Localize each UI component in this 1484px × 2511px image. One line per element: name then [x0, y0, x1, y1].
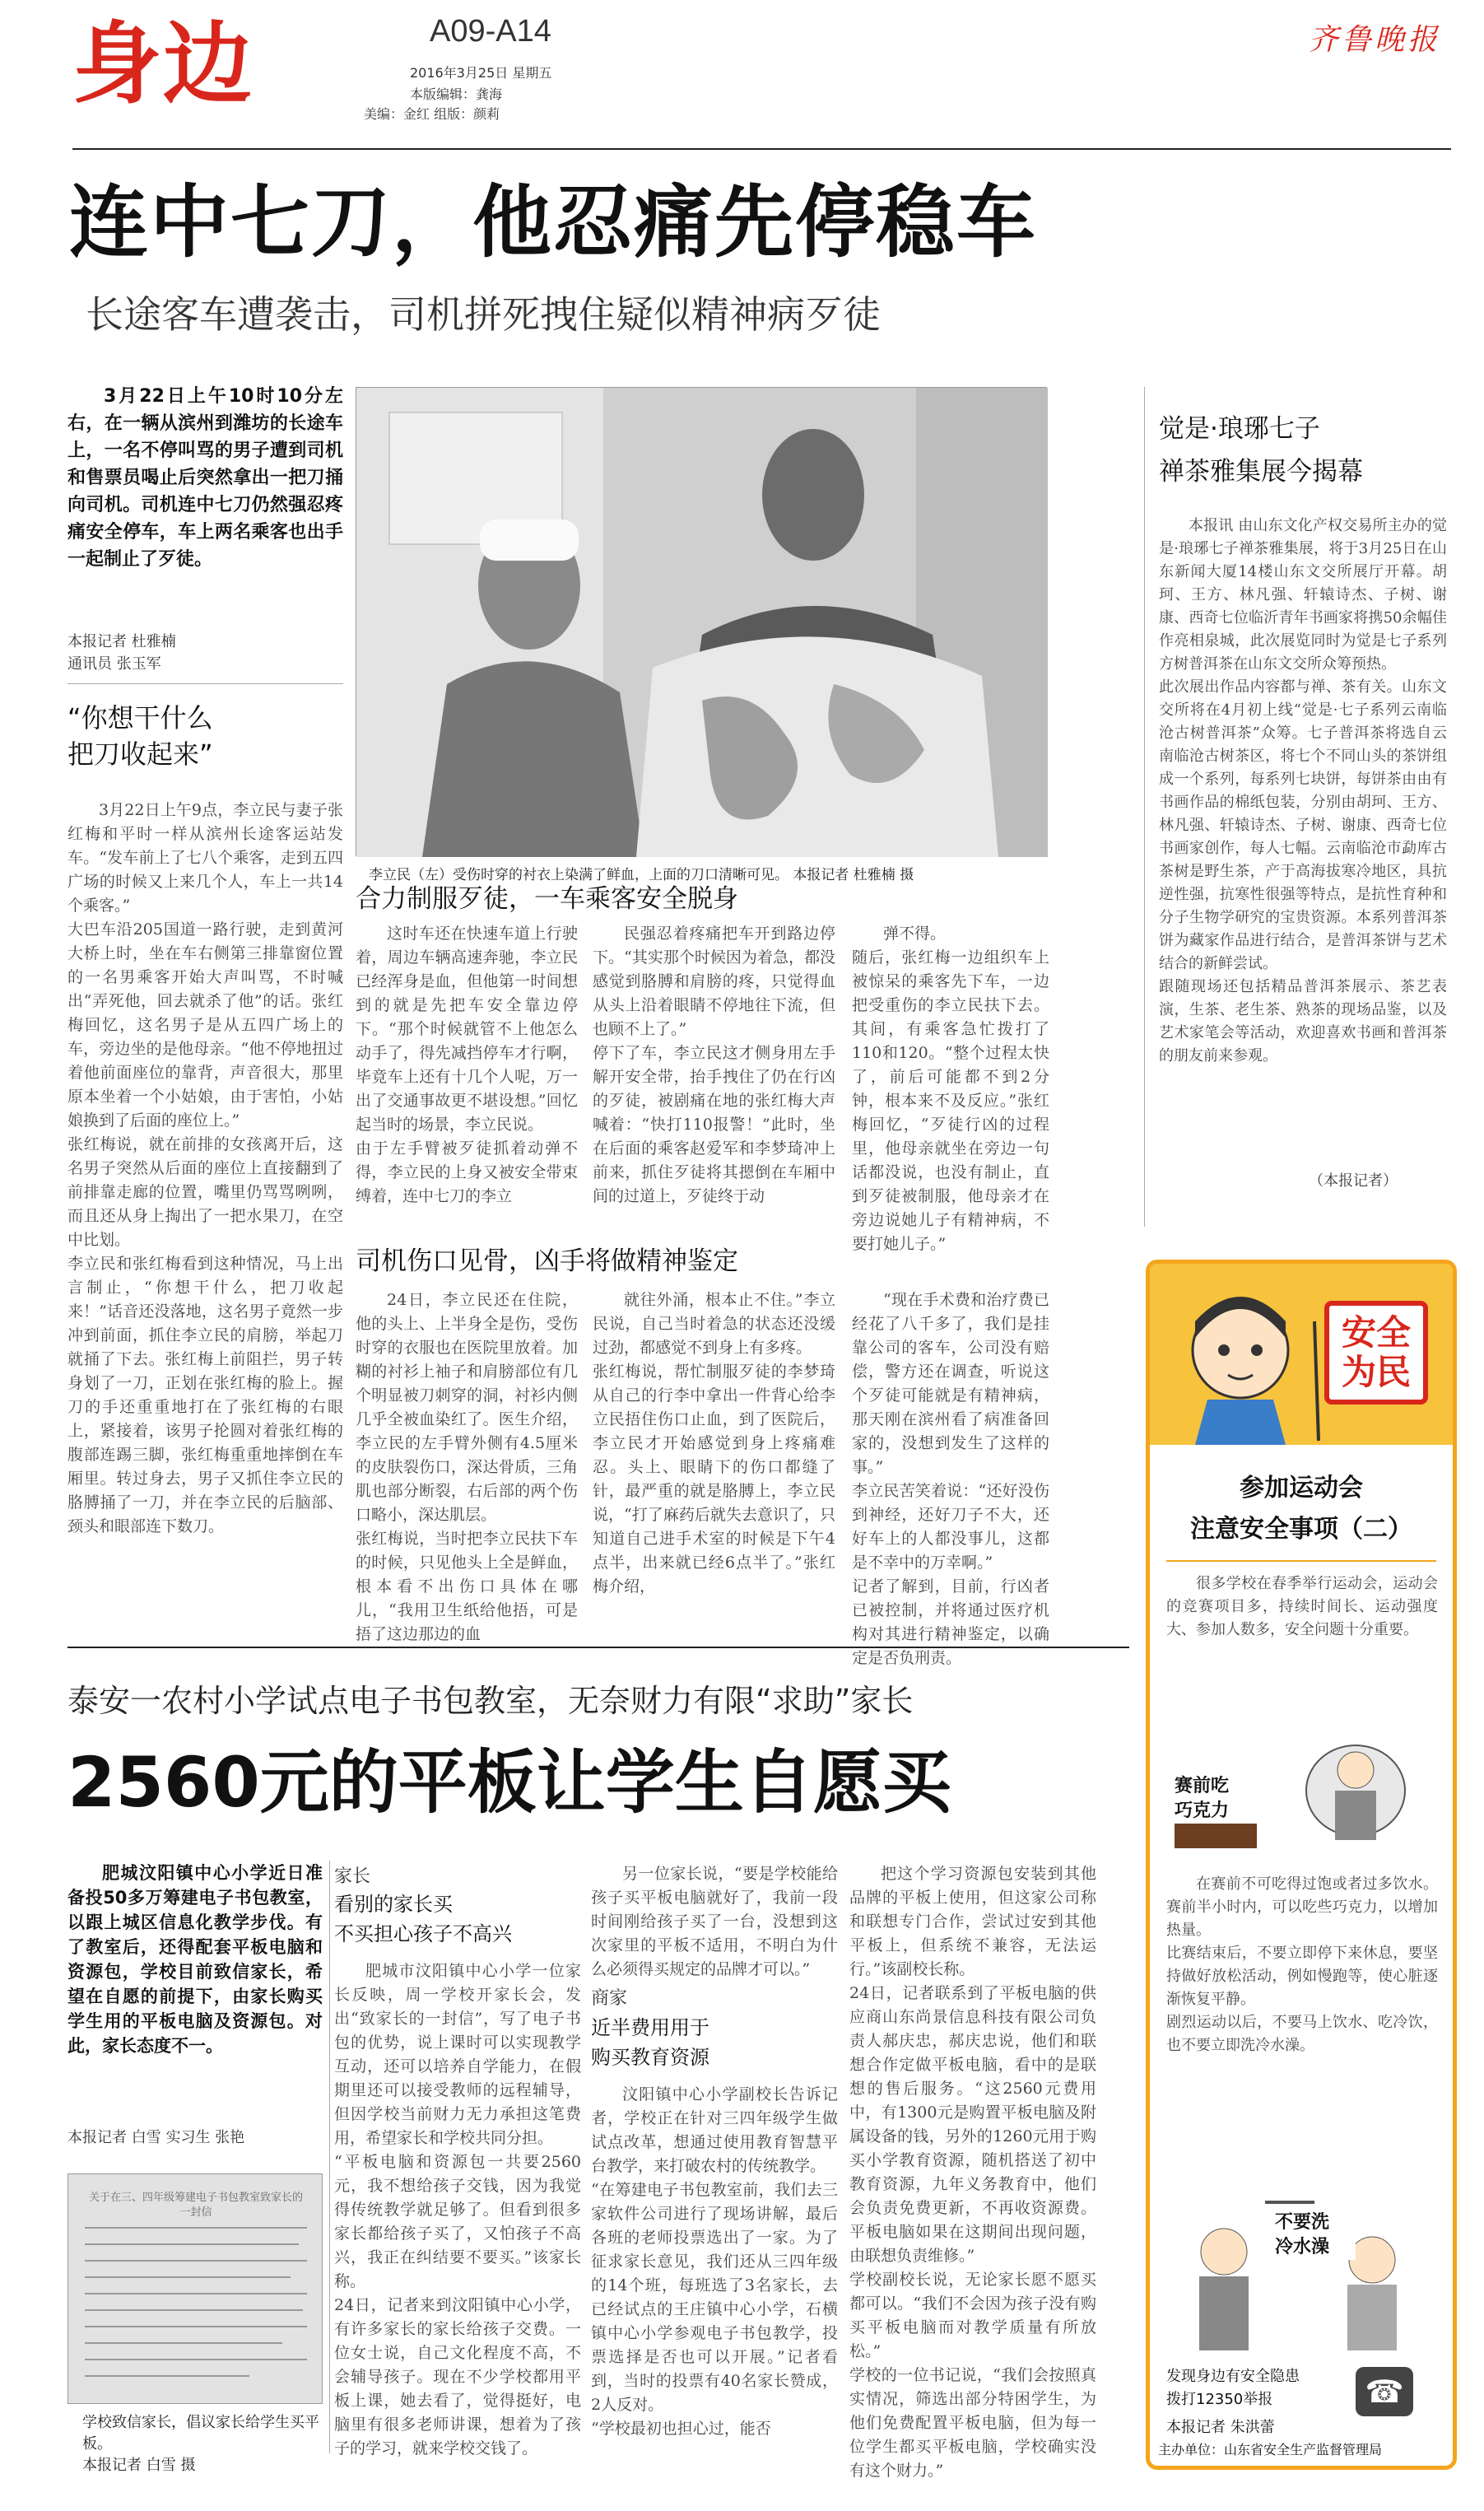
photo-illustration [356, 388, 1048, 857]
second-body-column-1: 肥城市汶阳镇中心小学一位家长反映，周一学校开家长会，发出“致家长的一封信”，写了电子书包的优势，说上课时可以实现教学互动，还可以培养自学能力，在假期里还可以接受教师的远程辅导，但因学校当前财力无力承担这笔费用，希望家长和学校共同分担。 “平板电脑和资源包一共要2560元，我不想给孩子交钱，因为我觉得传统教学就足够了。但看到很多家长都给孩子买了，又怕孩子不高兴，我正在纠结要不要买。”该家长称。 24日，记者来到汶阳镇中心小学，有许多家长的家长给孩子交费。一位女士说，自己文化程度不高，不会辅导孩子。现在不少学校都用平板上课，她去看了，觉得挺好，电脑里有很多老师讲课，想着为了孩子的学习，就来学校交钱了。 [334, 1962, 581, 2457]
second-kicker: 泰安一农村小学试点电子书包教室，无奈财力有限“求助”家长 [67, 1683, 914, 1719]
safety-reporter: 本报记者 朱洪蕾 [1166, 2419, 1275, 2436]
safety-sponsor: 主办单位：山东省安全生产监督管理局 [1158, 2442, 1383, 2457]
masthead [72, 12, 336, 119]
lead-body-column-1: 3月22日上午9点，李立民与妻子张红梅和平时一样从滨州长途客运站发车。“发车前上了七八个乘客，走到五四广场的时候又上来几个人，车上一共14个乘客。” 大巴车沿205国道一路行驶，走到黄河大桥上时，坐在车右侧第三排靠窗位置的一名男乘客开始大声叫骂，不时喊出“弄死他，回去就杀了他”的话。张红梅回忆，这名男子是从五四广场上的车，旁边坐的是他母亲。“他不停地扭过着他前面座位的靠背，声音很大，那里原本坐着一个小姑娘，由于害怕，小姑娘换到了后面的座位上。” 张红梅说，就在前排的女孩离开后，这名男子突然从后面的座位上直接翻到了前排靠走廊的位置，嘴里仍骂骂咧咧，而且还从身上掏出了一把水果刀，在空中比划。 李立民和张红梅看到这种情况，马上出言制止，“你想干什么，把刀收起来！”话音还没落地，这名男子竟然一步冲到前面，抓住李立民的肩膀，举起刀就捅了下去。张红梅上前阻拦，男子转身划了一刀，正划在张红梅的脸上。握刀的手还重重地打在了张红梅的右眼上，紧接着，该男子抡圆对着张红梅的腹部连踢三脚，张红梅重重地摔倒在车厢里。转过身去，男子又抓住李立民的胳膊捅了一刀，并在李立民的后脑部、颈头和眼部连下数刀。 [67, 801, 343, 1535]
letter-caption: 学校致信家长，倡议家长给学生买平板。 本报记者 白雪 摄 [82, 2414, 319, 2474]
lead-headline: 连中七刀，他忍痛先停稳车 [69, 176, 1037, 268]
safety-title: 参加运动会 注意安全事项（二） [1190, 1474, 1412, 1544]
tag-merchant: 商家 [591, 1988, 628, 2009]
lead-body-column-2a: 这时车还在快速车道上行驶着，周边车辆高速奔驰，李立民已经浑身是血，但他第一时间想到的就是先把车安全靠边停下。“那个时候就管不上他怎么动手了，得先减挡停车才行啊，毕竟车上还有十几个人呢，万一出了交通事故更不堪设想。”回忆起当时的场景，李立民说。 由于左手臂被歹徒抓着动弹不得，李立民的上身又被安全带束缚着，连中七刀的李立 [356, 925, 578, 1205]
page-editor: 本版编辑：龚海 [410, 86, 503, 102]
lead-subhead: 长途客车遭袭击，司机拼死拽住疑似精神病歹徒 [86, 292, 881, 337]
safety-badge: 安全为民 [1341, 1312, 1411, 1392]
safety-intro: 很多学校在春季举行运动会，运动会的竞赛项目多，持续时间长、运动强度大、参加人数多，安全问题十分重要。 [1166, 1575, 1438, 1638]
subhead-wounds: 司机伤口见骨，凶手将做精神鉴定 [356, 1246, 738, 1276]
lead-body-column-3b: 就往外涌，根本止不住。”李立民说，自己当时着急的状态还没缓过劲，都感觉不到身上有多疼。 张红梅说，帮忙制服歹徒的李梦琦从自己的行李中拿出一件背心给李立民捂住伤口止血，到了医院后，李立民才开始感觉到身上疼痛难忍。头上、眼睛下的伤口都缝了针，最严重的就是胳膊上，李立民说，“打了麻药后就失去意识了，只知道自己进手术室的时候是下午4点半，出来就已经6点半了。”张红梅介绍， [593, 1291, 835, 1596]
safety-title-rule [1166, 1560, 1436, 1562]
lead-body-column-3a: 24日，李立民还在住院，他的头上、上半身全是伤，受伤时穿的衣服也在医院里放着。加糊的衬衫上袖子和肩膀部位有几个明显被刀刺穿的洞，衬衫内侧几乎全被血染红了。医生介绍，李立民的左手臂外侧有4.5厘米的皮肤裂伤口，深达骨质，三角肌也部分断裂，右后部的两个伤口略小，深达肌层。 张红梅说，当时把李立民扶下车的时候，只见他头上全是鲜血，根本看不出伤口具体在哪儿，“我用卫生纸给他捂，可是捂了这边那边的血 [356, 1291, 578, 1643]
safety-hotline: 发现身边有安全隐患 拨打12350举报 [1166, 2368, 1300, 2408]
page-design: 美编：金红 组版：颜莉 [364, 106, 500, 122]
letter-photo [67, 2173, 323, 2404]
shower-label: 不要洗 冷水澡 [1249, 2211, 1356, 2260]
lead-byline-correspondent: 通讯员 张玉军 [67, 655, 161, 673]
lead-intro: 3月22日上午10时10分左右，在一辆从滨州到潍坊的长途车上，一名不停叫骂的男子遭到司机和售票员喝止后突然拿出一把刀捅向司机。司机连中七刀仍然强忍疼痛安全停车，车上两名乘客也出手一起制止了歹徒。 [67, 386, 343, 570]
second-body-column-2a: 另一位家长说，“要是学校能给孩子买平板电脑就好了，我前一段时间刚给孩子买了一台，没想到这次家里的平板不适用，不明白为什么必须得买规定的品牌才可以。” [591, 1865, 838, 1978]
safety-banner [1150, 1264, 1453, 1445]
side-story-title: 觉是·琅琊七子 禅茶雅集展今揭幕 [1159, 414, 1363, 487]
safety-box [1146, 1260, 1457, 2470]
lead-byline-reporter: 本报记者 杜雅楠 [67, 633, 176, 650]
letter-text-lines [85, 2220, 307, 2392]
side-story-credit: （本报记者） [1309, 1172, 1398, 1190]
second-headline: 2560元的平板让学生自愿买 [67, 1742, 951, 1823]
subhead-what-are-you-doing: “你想干什么 把刀收起来” [67, 702, 213, 770]
chocolate-label: 赛前吃 巧克力 [1175, 1774, 1273, 1824]
letter-photo-title: 关于在三、四年级筹建电子书包教室致家长的一封信 [88, 2192, 303, 2219]
second-body-column-3: 把这个学习资源包安装到其他品牌的平板上使用，但这家公司称和联想专门合作，尝试过安到其他平板上，但系统不兼容，无法运行。”该副校长称。 24日，记者联系到了平板电脑的供应商山东尚景信息科技有限公司负责人郝庆忠，郝庆忠说，他们和联想合作定做平板电脑，看中的是联想的售后服务。“这2560元费用中，有1300元是购置平板电脑及附属设备的钱，另外的1260元用于购买小学教育资源，随机搭送了初中教育资源，九年义务教育中，他们会负责免费更新，不再收资源费。平板电脑如果在这期间出现问题，由联想负责维修。” 学校副校长说，无论家长愿不愿买都可以。“我们不会因为孩子没有购买平板电脑而对教学质量有所放松。” 学校的一位书记说，“我们会按照真实情况，筛选出部分特困学生，为他们免费配置平板电脑，但为每一位学生都买平板电脑，学校确实没有这个财力。” [849, 1865, 1096, 2480]
column-divider [1144, 387, 1145, 1227]
photo-caption: 李立民（左）受伤时穿的衬衣上染满了鲜血，上面的刀口清晰可见。 本报记者 杜雅楠 摄 [369, 867, 914, 883]
subhead-subdue-attacker: 合力制服歹徒，一车乘客安全脱身 [356, 884, 738, 914]
header-rule [72, 148, 1451, 150]
lead-body-column-2c: 弹不得。 随后，张红梅一边组织车上被惊呆的乘客先下车，一边把受重伤的李立民扶下去。其间，有乘客急忙拨打了110和120。“整个过程太快了，前后可能都不到2分钟，根本来不及反应。”张红梅回忆，“歹徒行凶的过程里，他母亲就坐在旁边一句话都没说，也没有制止，直到歹徒被制服，他母亲才在旁边说她儿子有精神病，不要打她儿子。” [852, 925, 1049, 1253]
second-intro: 肥城汶阳镇中心小学近日准备投50多万筹建电子书包教室，以跟上城区信息化教学步伐。有了教室后，还得配套平板电脑和资源包，学校目前致信家长，希望在自愿的前提下，由家长购买学生用的平板电脑及资源包。对此，家长态度不一。 [67, 1863, 323, 2056]
safety-tips: 在赛前不可吃得过饱或者过多饮水。赛前半小时内，可以吃些巧克力，以增加热量。 比赛结束后，不要立即停下来休息，要坚持做好放松活动，例如慢跑等，使心脏逐渐恢复平静。 剧烈运动以后，不要马上饮水、吃冷饮，也不要立即洗冷水澡。 [1166, 1875, 1438, 2054]
lead-photo [356, 387, 1047, 856]
side-story-body: 本报讯 由山东文化产权交易所主办的觉是·琅琊七子禅茶雅集展，将于3月25日在山东新闻大厦14楼山东文交所展厅开幕。胡珂、王方、林凡强、轩辕诗杰、子树、谢康、西奇七位临沂青年书画家将携50余幅佳作亮相泉城，此次展览同时为觉是七子系列方树普洱茶在山东文交所众筹预热。 此次展出作品内容都与禅、茶有关。山东文交所将在4月初上线“觉是·七子系列云南临沧古树普洱茶”众筹。七子普洱茶将选自云南临沧古树茶区，将七个不同山头的茶饼组成一个系列，每系列七块饼，每饼茶由由有书画作品的棉纸包装，分别由胡珂、王方、林凡强、轩辕诗杰、子树、谢康、西奇七位书画家创作，每人七幅。云南临沧市勐库古茶树是野生茶，产于高海拔寒冷地区，具抗逆性强，抗寒性很强等特点，是抗性育种和分子生物学研究的宝贵资源。本系列普洱茶饼为藏家作品进行结合，是普洱茶饼与艺术结合的新鲜尝试。 跟随现场还包括精品普洱茶展示、茶艺表演，生茶、老生茶、熟茶的现场品鉴，以及艺术家笔会等活动，欢迎喜欢书画和普洱茶的朋友前来参观。 [1159, 517, 1447, 1064]
page-range: A09-A14 [430, 14, 551, 49]
second-byline: 本报记者 白雪 实习生 张艳 [67, 2129, 245, 2146]
phone-icon: ☎ [1356, 2367, 1413, 2416]
second-body-column-2b: 汶阳镇中心小学副校长告诉记者，学校正在针对三四年级学生做试点改革，想通过使用教育智慧平台教学，来打破农村的传统教学。 “在筹建电子书包教室前，我们去三家软件公司进行了现场讲解，最后各班的老师投票选出了一家。为了征求家长意见，我们还从三四年级的14个班，每班选了3名家长，去已经试点的王庄镇中心小学，石横镇中心小学参观电子书包教学，投票选择是否也可以开展。”记者看到，当时的投票有40名家长赞成，2人反对。 “学校最初也担心过，能否 [591, 2085, 838, 2438]
newspaper-logo: 齐鲁晚报 [1309, 23, 1441, 57]
intro-divider [67, 683, 343, 684]
second-story-rule [67, 1647, 1129, 1648]
subhead-merchant: 近半费用用于 购买教育资源 [591, 2016, 709, 2069]
subhead-parents: 看别的家长买 不买担心孩子不高兴 [334, 1893, 512, 1945]
issue-date: 2016年3月25日 星期五 [410, 65, 552, 81]
lead-body-column-2b: 民强忍着疼痛把车开到路边停下。“其实那个时候因为着急，都没感觉到胳膊和肩膀的疼，只觉得血从头上沿着眼睛不停地往下流，但也顾不上了。” 停下了车，李立民这才侧身用左手解开安全带，抬手拽住了仍在行凶的歹徒，被剧痛在地的张红梅大声喊着：“快打110报警！”此时，坐在后面的乘客赵爱军和李梦琦冲上前来，抓住歹徒将其摁倒在车厢中间的过道上，歹徒终于动 [593, 925, 835, 1205]
tag-parents: 家长 [334, 1866, 371, 1887]
lead-body-column-3c: “现在手术费和治疗费已经花了八千多了，我们是挂靠公司的客车，公司没有赔偿，警方还在调查，听说这个歹徒可能就是有精神病，那天刚在滨州看了病准备回家的，没想到发生了这样的事。” 李立民苦笑着说：“还好没伤到神经，还好刀子不大，还好车上的人都没事儿，这都是不幸中的万幸啊。” 记者了解到，目前，行凶者已被控制，并将通过医疗机构对其进行精神鉴定，以确定是否负刑责。 [852, 1291, 1049, 1667]
second-column-divider [329, 1861, 330, 2453]
section-title: 身边 [72, 13, 254, 116]
